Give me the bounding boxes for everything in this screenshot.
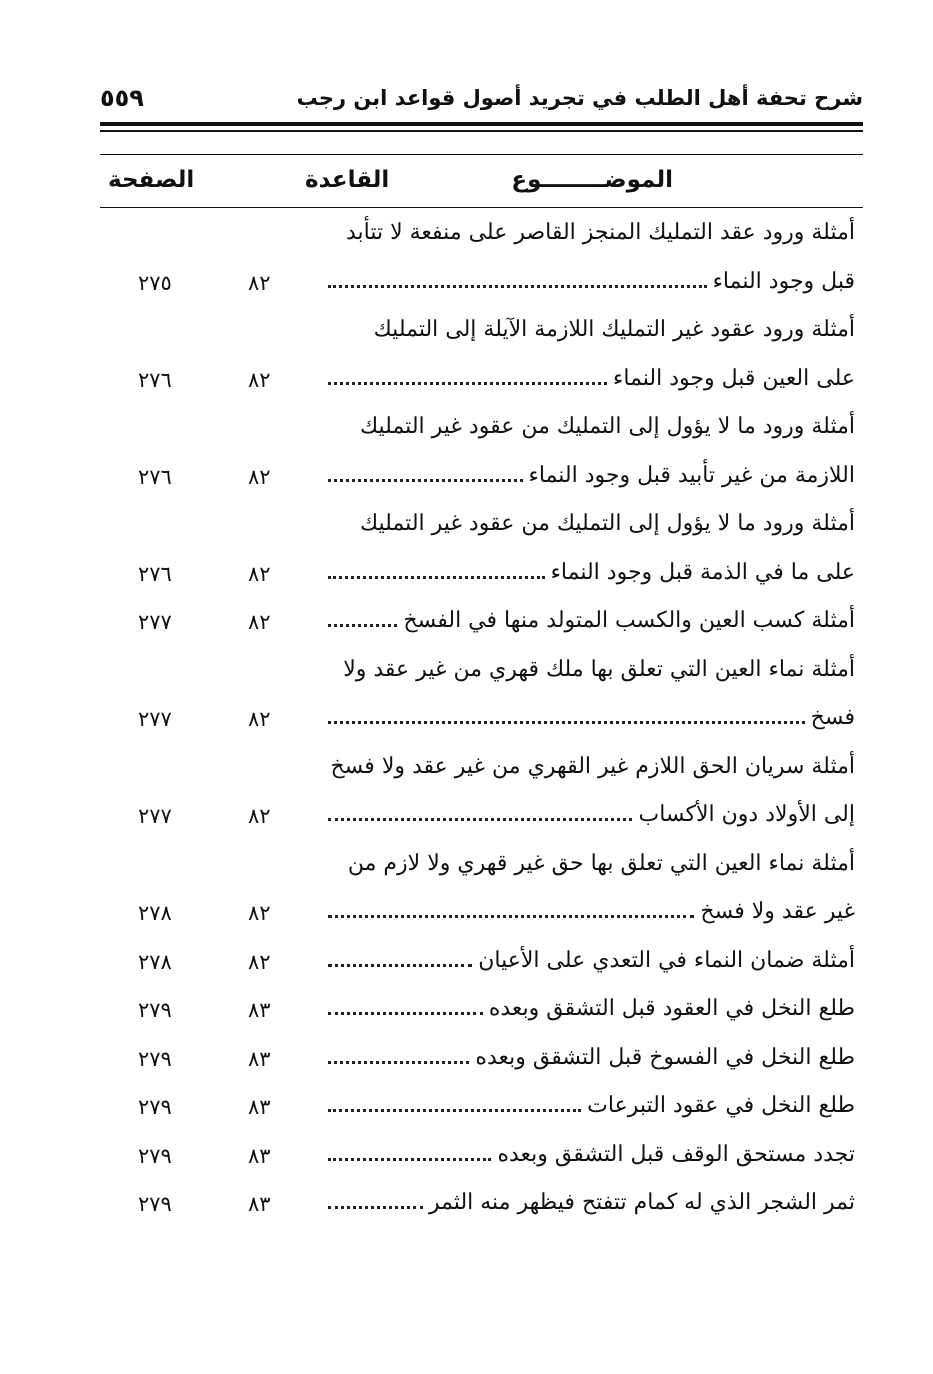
dot-leader (328, 381, 607, 385)
dot-leader (328, 720, 805, 724)
entry-line (100, 503, 863, 552)
entry-rule-number: ٨٢ (248, 367, 271, 392)
entry-subject-text: أمثلة سريان الحق اللازم غير القهري من غير عقد ولا فسخ (330, 753, 855, 779)
index-entry (100, 1085, 863, 1134)
book-title: شرح تحفة أهل الطلب في تجريد أصول قواعد ابن رجب (296, 86, 863, 110)
entry-rule-number: ٨٣ (248, 1192, 271, 1216)
dot-leader (328, 1205, 423, 1209)
entry-rule-number: ٨٢ (248, 707, 271, 731)
entry-page-number: ٢٧٦ (138, 561, 172, 586)
dot-leader (328, 284, 707, 288)
entry-rule-number: ٨٢ (248, 901, 271, 925)
entry-line (100, 649, 863, 698)
entry-page-number: ٢٧٧ (138, 804, 172, 828)
entry-line (100, 1085, 863, 1134)
entry-subject-text: ثمر الشجر الذي له كمام تتفتح فيظهر منه الثمر (428, 1190, 855, 1215)
entry-subject-text: تجدد مستحق الوقف قبل التشقق وبعده (497, 1141, 855, 1167)
header-rule (100, 122, 863, 126)
entry-subject-last-line (328, 1142, 855, 1167)
entry-rule-number: ٨٢ (248, 610, 271, 634)
dot-leader (328, 817, 632, 821)
column-header-page: الصفحة (108, 167, 195, 193)
index-entry (100, 988, 863, 1037)
entry-rule-number: ٨٢ (248, 561, 271, 586)
entry-page-number: ٢٧٩ (138, 1192, 172, 1216)
entry-page-number: ٢٧٧ (138, 707, 172, 731)
entry-line (100, 1037, 863, 1086)
entry-subject-text: طلع النخل في الفسوخ قبل التشقق وبعده (475, 1044, 855, 1070)
index-entry (100, 600, 863, 649)
dot-leader (328, 478, 523, 482)
dot-leader (328, 1108, 581, 1112)
entry-page-number: ٢٧٩ (138, 998, 172, 1022)
dot-leader (328, 1060, 469, 1064)
entry-subject-text: طلع النخل في عقود التبرعات (587, 1093, 855, 1118)
entry-rule-number: ٨٣ (248, 1095, 271, 1119)
entry-page-number: ٢٧٩ (138, 1046, 172, 1071)
entry-subject-last-line (328, 1190, 855, 1215)
dot-leader (328, 963, 472, 967)
entry-subject-last-line (328, 560, 855, 585)
entry-subject-text: فسخ (810, 705, 855, 730)
entry-line (100, 697, 863, 746)
entry-subject-last-line (328, 1093, 855, 1118)
table-header (100, 154, 863, 208)
dot-leader (328, 623, 397, 627)
entry-page-number: ٢٧٧ (138, 610, 172, 634)
entry-line (100, 309, 863, 358)
index-entry (100, 843, 863, 940)
entry-page-number: ٢٧٨ (138, 949, 172, 974)
entry-subject-text: أمثلة ورود عقد التمليك المنجز القاصر على منفعة لا تتأبد (345, 220, 855, 245)
entry-subject-last-line (328, 269, 855, 294)
entry-subject-text: أمثلة ضمان النماء في التعدي على الأعيان (478, 947, 855, 973)
entry-line (100, 843, 863, 892)
entry-line (100, 988, 863, 1037)
entry-subject-last-line (328, 948, 855, 973)
entry-rule-number: ٨٢ (248, 270, 271, 295)
entry-line (100, 794, 863, 843)
column-header-subject: الموضــــــــوع (511, 167, 673, 193)
index-entry (100, 212, 863, 309)
entry-subject-text: على ما في الذمة قبل وجود النماء (550, 559, 855, 585)
dot-leader (328, 914, 694, 918)
entry-page-number: ٢٧٦ (138, 367, 172, 392)
entry-subject-last-line (328, 463, 855, 488)
dot-leader (328, 1157, 491, 1161)
entry-subject-last-line (328, 366, 855, 391)
entry-subject-last-line (328, 705, 855, 730)
entry-subject-text: أمثلة ورود ما لا يؤول إلى التمليك من عقود غير التمليك (360, 414, 855, 439)
entry-line (100, 212, 863, 261)
entry-rule-number: ٨٢ (248, 804, 271, 828)
entry-subject-text: أمثلة كسب العين والكسب المتولد منها في الفسخ (403, 608, 855, 633)
index-entry (100, 1037, 863, 1086)
index-entry (100, 746, 863, 843)
index-entry (100, 1182, 863, 1231)
entry-rule-number: ٨٣ (248, 998, 271, 1022)
dot-leader (328, 1011, 483, 1015)
entry-rule-number: ٨٣ (248, 1143, 271, 1168)
entry-subject-last-line (328, 996, 855, 1021)
index-entry (100, 503, 863, 600)
entry-line (100, 746, 863, 795)
entry-subject-text: اللازمة من غير تأبيد قبل وجود النماء (528, 462, 855, 488)
entry-page-number: ٢٧٦ (138, 464, 172, 489)
entry-subject-text: طلع النخل في العقود قبل التشقق وبعده (488, 996, 855, 1021)
entry-page-number: ٢٧٩ (138, 1143, 172, 1168)
entry-line (100, 552, 863, 601)
entry-rule-number: ٨٢ (248, 949, 271, 974)
entry-line (100, 1182, 863, 1231)
entry-subject-last-line (328, 899, 855, 924)
entry-subject-last-line (328, 608, 855, 633)
index-entry (100, 309, 863, 406)
index-entry (100, 940, 863, 989)
entry-rule-number: ٨٢ (248, 464, 271, 489)
entry-line (100, 600, 863, 649)
page-number: ٥٥٩ (100, 84, 144, 112)
entry-subject-text: أمثلة ورود ما لا يؤول إلى التمليك من عقود غير التمليك (360, 511, 855, 536)
entry-page-number: ٢٧٩ (138, 1095, 172, 1119)
index-entries (100, 212, 863, 1231)
entry-line (100, 358, 863, 407)
header-rule-thin (100, 130, 863, 132)
entry-page-number: ٢٧٥ (138, 270, 172, 295)
entry-line (100, 455, 863, 504)
entry-line (100, 891, 863, 940)
index-entry (100, 649, 863, 746)
index-entry (100, 406, 863, 503)
entry-subject-text: إلى الأولاد دون الأكساب (638, 802, 855, 827)
entry-subject-last-line (328, 1045, 855, 1070)
column-header-rule: القاعدة (305, 167, 390, 193)
entry-line (100, 261, 863, 310)
index-entry (100, 1134, 863, 1183)
entry-line (100, 1134, 863, 1183)
entry-page-number: ٢٧٨ (138, 901, 172, 925)
entry-subject-text: أمثلة نماء العين التي تعلق بها ملك قهري من غير عقد ولا (343, 656, 855, 682)
entry-subject-text: أمثلة ورود عقود غير التمليك اللازمة الآيلة إلى التمليك (373, 317, 855, 342)
entry-line (100, 406, 863, 455)
dot-leader (328, 575, 545, 579)
running-header (100, 82, 863, 118)
entry-rule-number: ٨٣ (248, 1046, 271, 1071)
entry-subject-text: على العين قبل وجود النماء (613, 365, 855, 391)
entry-subject-text: أمثلة نماء العين التي تعلق بها حق غير قهري ولا لازم من (347, 850, 855, 876)
entry-line (100, 940, 863, 989)
entry-subject-last-line (328, 802, 855, 827)
entry-subject-text: غير عقد ولا فسخ (700, 899, 855, 924)
entry-subject-text: قبل وجود النماء (712, 268, 855, 294)
